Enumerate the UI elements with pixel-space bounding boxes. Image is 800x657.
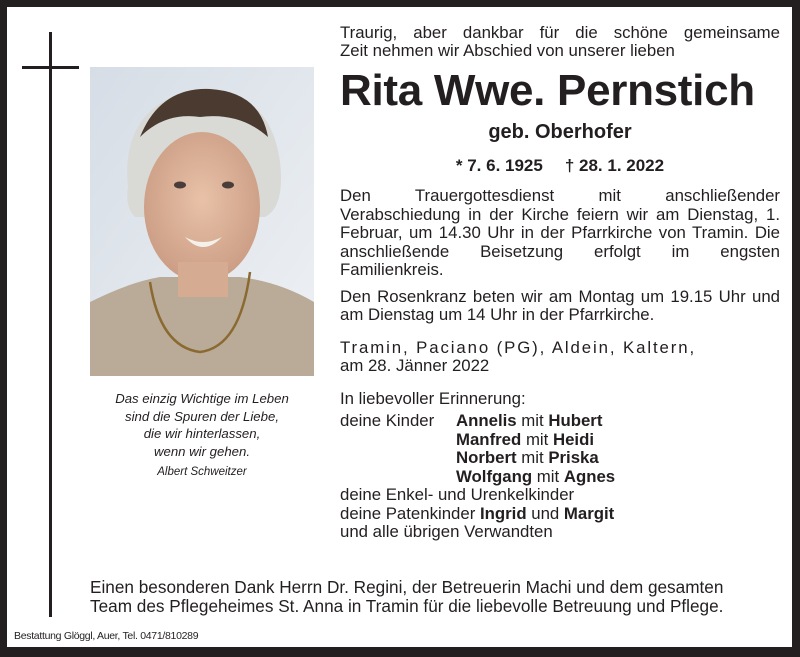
quote-line: sind die Spuren der Liebe, xyxy=(125,408,279,424)
child-name: Manfred xyxy=(456,429,522,449)
partner-name: Hubert xyxy=(548,411,603,430)
partner-name: Priska xyxy=(548,448,599,467)
children-lead: deine Kinder xyxy=(340,411,435,430)
godchild-name: Margit xyxy=(563,503,615,523)
joiner: mit xyxy=(521,448,544,467)
intro-text xyxy=(340,24,780,60)
funeral-text: Den Trauergottesdienst mit anschließender Verabschiedung in der Kirche feiern wir am Dienstag, 1. Februar, um 14.30 Uhr in der Pfarrkirche von Tramin. Die anschließende Beisetzung erfolgt im engsten Familienkreis. xyxy=(340,186,780,279)
quote-line: Das einzig Wichtige im Leben xyxy=(115,391,289,406)
family-row xyxy=(340,449,780,468)
family-row xyxy=(340,431,780,450)
rosary-text: Den Rosenkranz beten wir am Montag um 19.15 Uhr und am Dienstag um 14 Uhr in der Pfarrkirche. xyxy=(340,286,780,324)
family-row xyxy=(340,412,780,431)
deceased-name: Rita Wwe. Pernstich xyxy=(340,66,755,115)
quote-line: die wir hinterlassen, xyxy=(143,426,261,441)
joiner: mit xyxy=(525,429,549,449)
notice-text-column xyxy=(340,24,780,542)
intro-line: Zeit nehmen wir Abschied von unserer lieben xyxy=(340,41,675,60)
child-name: Wolfgang xyxy=(456,466,533,486)
child-name: Norbert xyxy=(456,448,517,467)
partner-name: Agnes xyxy=(563,466,616,486)
maiden-name: geb. Oberhofer xyxy=(488,121,632,143)
date-line: am 28. Jänner 2022 xyxy=(340,356,490,375)
cross-icon-bar xyxy=(22,66,79,69)
child-name: Annelis xyxy=(456,411,517,430)
cross-icon xyxy=(49,32,52,617)
death-date: † 28. 1. 2022 xyxy=(564,156,665,175)
partner-name: Heidi xyxy=(552,429,595,449)
joiner: und xyxy=(531,503,560,523)
family-list xyxy=(340,412,780,542)
godchildren-lead: deine Patenkinder xyxy=(340,503,476,523)
birth-date: * 7. 6. 1925 xyxy=(455,156,543,175)
portrait-photo xyxy=(90,67,314,376)
joiner: mit xyxy=(536,466,560,486)
quote-author: Albert Schweitzer xyxy=(157,466,247,478)
obituary-card xyxy=(7,7,792,647)
thanks-line: Einen besonderen Dank Herrn Dr. Regini, der Betreuerin Machi und dem gesamten xyxy=(90,577,724,597)
funeral-home-credit: Bestattung Glöggl, Auer, Tel. 0471/810289 xyxy=(14,630,199,642)
intro-line: Traurig, aber dankbar für die schöne gemeinsame xyxy=(340,23,780,42)
place-date xyxy=(340,339,780,376)
quote-line: wenn wir gehen. xyxy=(153,443,251,459)
thanks-line: Team des Pflegeheimes St. Anna in Tramin für die liebevolle Betreuung und Pflege. xyxy=(90,595,724,616)
portrait-image xyxy=(90,67,314,376)
quote-block xyxy=(90,390,314,482)
life-dates xyxy=(340,155,780,177)
godchild-name: Ingrid xyxy=(479,503,527,523)
thanks-text xyxy=(90,578,780,615)
family-row xyxy=(340,468,780,487)
relatives: und alle übrigen Verwandten xyxy=(340,522,553,541)
godchildren-row xyxy=(340,505,780,524)
joiner: mit xyxy=(521,411,544,430)
places: Tramin, Paciano (PG), Aldein, Kaltern, xyxy=(340,337,697,357)
memory-heading: In liebevoller Erinnerung: xyxy=(340,388,526,408)
grandchildren: deine Enkel- und Urenkelkinder xyxy=(340,485,575,504)
